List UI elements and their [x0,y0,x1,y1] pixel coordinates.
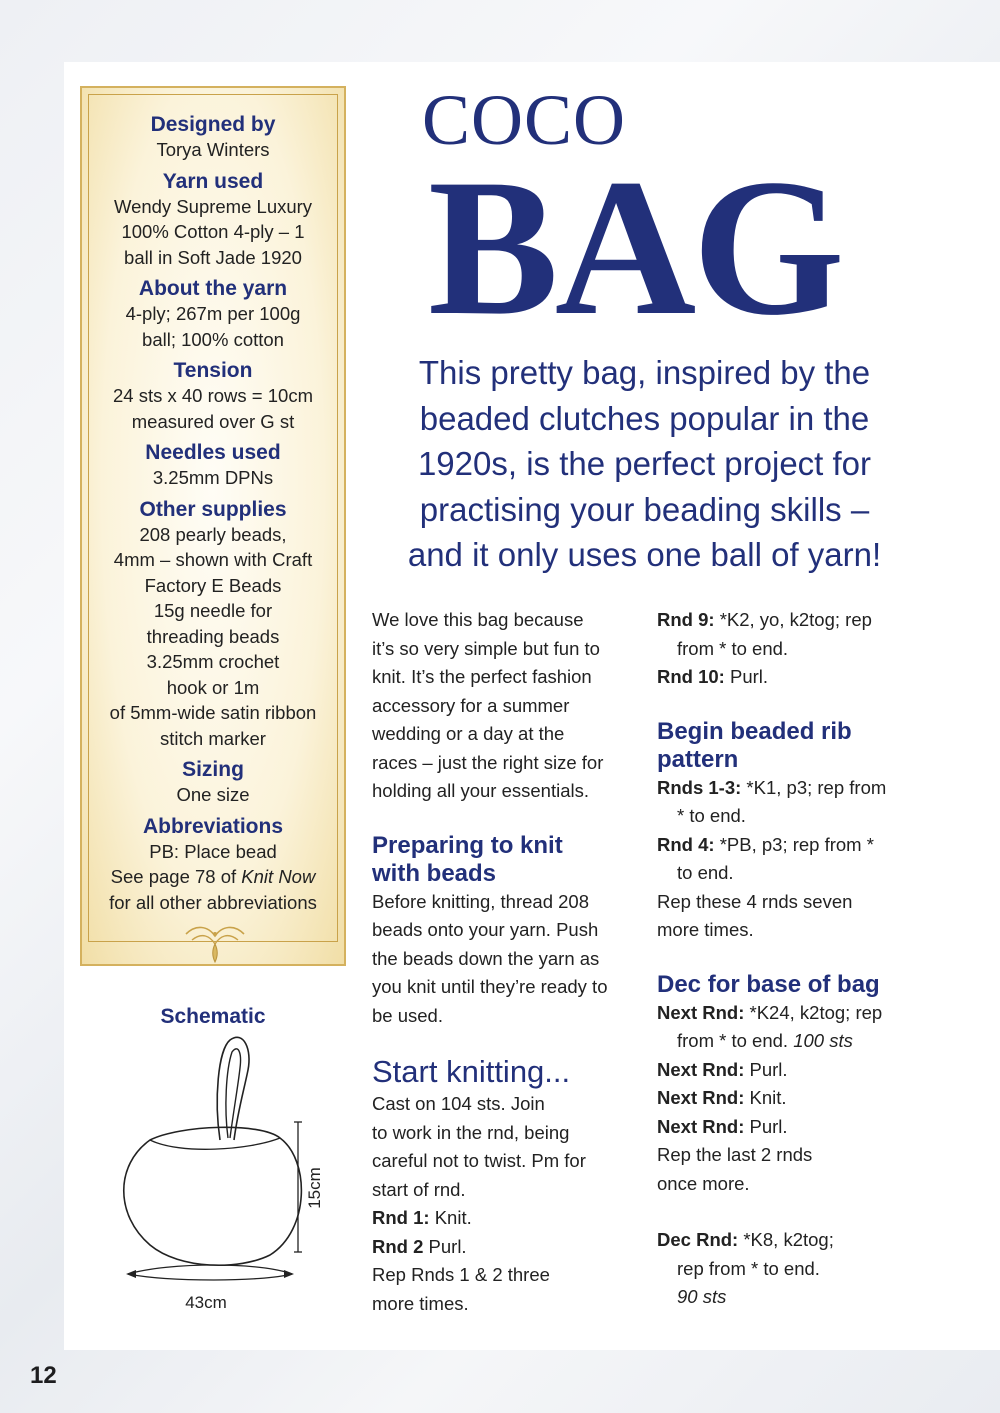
stitch-count: 100 sts [793,1030,853,1051]
title-line-2: BAG [428,139,841,356]
bag-handle-outer [217,1037,249,1140]
other-supplies-heading: Other supplies [139,497,287,521]
supplies-line: hook or 1m [166,676,260,698]
page-number: 12 [30,1362,57,1389]
round-text: Knit. [429,1207,472,1228]
width-arrow-curve [128,1265,292,1274]
intro-paragraph: This pretty bag, inspired by the beaded clutches popular in the 1920s, is the perfect project for practising your beading skills – and it only uses one ball of yarn! [407,354,882,573]
intro-text-line: it’s so very simple but fun to [372,637,600,659]
instructions-column-1 [372,606,642,1318]
supplies-line: stitch marker [160,727,266,749]
round-text: *PB, p3; rep from * [714,833,874,855]
designed-by-heading: Designed by [150,113,276,136]
schematic-heading: Schematic [160,1005,266,1028]
supplies-line: of 5mm-wide satin ribbon [109,702,317,723]
width-arrow-left-head [126,1270,136,1278]
yarn-used-line: Wendy Supreme Luxury [113,195,313,217]
round-label: Next Rnd: [657,1001,745,1023]
round-text: Knit. [744,1087,787,1108]
designer-name: Torya Winters [156,139,270,160]
supplies-line: Factory E Beads [144,574,282,596]
instructions-column-2 [657,606,937,1312]
repeat-text-line: Rep Rnds 1 & 2 three [372,1264,550,1285]
about-yarn-heading: About the yarn [138,277,288,300]
supplies-line: threading beads [146,625,280,647]
needles-heading: Needles used [145,441,281,464]
round-text: Purl. [744,1058,788,1080]
abbr-ref-text: See page 78 of [110,866,242,887]
round-continuation: to end. [677,862,734,883]
title-line-1: COCO [422,80,627,160]
round-label: Dec Rnd: [657,1229,739,1250]
yarn-used-line: 100% Cotton 4-ply – 1 [121,221,305,242]
width-arrow-right-head [284,1270,294,1278]
yarn-used-heading: Yarn used [162,169,264,193]
preparing-text-line: be used. [372,1004,443,1026]
magazine-name: Knit Now [241,866,316,887]
round-label: Rnd 4: [657,833,715,855]
round-label: Next Rnd: [657,1115,745,1137]
round-continuation: from * to end. [677,637,789,659]
round-instruction [657,1056,937,1085]
round-text: from * to end. [677,1030,794,1051]
start-knitting-heading: Start knitting... [372,1054,571,1089]
start-text-line: Cast on 104 sts. Join [372,1093,545,1114]
pattern-info-box [80,86,346,966]
tension-line: measured over G st [131,410,295,432]
round-instruction [657,1226,937,1255]
repeat-text-line: more times. [657,919,754,940]
round-label: Rnds 1-3: [657,776,742,798]
gold-flourish-icon [182,920,248,966]
abbreviation-line: for all other abbreviations [109,891,317,913]
repeat-text-line: once more. [657,1172,750,1194]
round-label: Rnd 9: [657,609,715,630]
needles-line: 3.25mm DPNs [152,467,274,488]
round-text: Purl. [724,666,769,687]
abbreviation-line [82,864,344,890]
repeat-text-line: more times. [372,1292,469,1314]
yarn-used-line: ball in Soft Jade 1920 [124,246,302,268]
width-arrow-curve-lower [128,1274,292,1280]
round-continuation: * to end. [677,805,746,826]
round-instruction [657,774,937,803]
intro-text-line: wedding or a day at the [372,723,565,744]
preparing-text-line: you knit until they’re ready to [372,976,608,997]
repeat-text-line: Rep these 4 rnds seven [657,890,853,912]
intro-text-line: races – just the right size for [372,751,604,773]
repeat-text-line: Rep the last 2 rnds [657,1144,813,1165]
preparing-text-line: Before knitting, thread 208 [372,890,590,912]
tension-line: 24 sts x 40 rows = 10cm [113,385,313,406]
supplies-line: 15g needle for [153,600,273,621]
round-instruction [657,1084,937,1113]
bag-handle-inner [226,1049,241,1138]
round-text: *K24, k2tog; rep [744,1001,883,1023]
beaded-rib-heading: Begin beaded rib [657,717,852,745]
info-box-content [82,106,344,915]
round-label: Rnd 10: [657,666,725,687]
abbreviation-line: PB: Place bead [149,840,277,862]
supplies-line: 4mm – shown with Craft [113,549,313,570]
sizing-line: One size [176,784,250,805]
preparing-text-line: the beads down the yarn as [372,947,600,969]
bag-body-outline [124,1127,302,1265]
preparing-text-line: beads onto your yarn. Push [372,919,599,940]
beaded-rib-heading: pattern [657,745,739,773]
dec-base-heading: Dec for base of bag [657,970,880,998]
round-label: Rnd 1: [372,1207,430,1228]
round-instruction [657,999,937,1028]
round-instruction [657,1113,937,1142]
round-instruction [372,1204,642,1233]
round-label: Next Rnd: [657,1058,745,1080]
preparing-heading: with beads [372,859,497,887]
sizing-heading: Sizing [182,758,244,781]
intro-text-line: accessory for a summer [372,694,570,716]
about-yarn-line: ball; 100% cotton [142,328,284,350]
round-instruction [657,663,937,692]
supplies-line: 208 pearly beads, [139,523,287,545]
width-label: 43cm [185,1293,227,1312]
round-label: Next Rnd: [657,1087,745,1108]
bag-schematic-diagram [110,1030,350,1320]
intro-text-line: knit. It’s the perfect fashion [372,666,592,687]
supplies-line: 3.25mm crochet [146,651,280,672]
start-text-line: careful not to twist. Pm for [372,1150,586,1171]
bag-opening-line [150,1138,280,1149]
start-text-line: to work in the rnd, being [372,1121,570,1143]
preparing-heading: Preparing to knit [372,831,563,859]
intro-text-line: We love this bag because [372,609,584,630]
intro-text-line: holding all your essentials. [372,780,589,801]
round-text: *K2, yo, k2tog; rep [714,609,872,630]
stitch-count [657,1283,937,1312]
round-text: Purl. [423,1235,467,1257]
height-label: 15cm [305,1167,324,1209]
round-instruction [657,831,937,860]
start-text-line: start of rnd. [372,1178,466,1200]
about-yarn-line: 4-ply; 267m per 100g [125,303,301,324]
round-label: Rnd 2 [372,1235,424,1257]
round-instruction [657,606,937,635]
round-text: *K8, k2tog; [738,1229,834,1250]
round-text: *K1, p3; rep from [741,776,887,798]
round-instruction [372,1233,642,1262]
round-continuation [657,1027,937,1056]
round-text: Purl. [744,1115,788,1137]
tension-heading: Tension [173,359,253,382]
round-continuation: rep from * to end. [677,1257,820,1279]
abbreviations-heading: Abbreviations [142,814,284,838]
stitch-count-value: 90 sts [677,1286,727,1307]
